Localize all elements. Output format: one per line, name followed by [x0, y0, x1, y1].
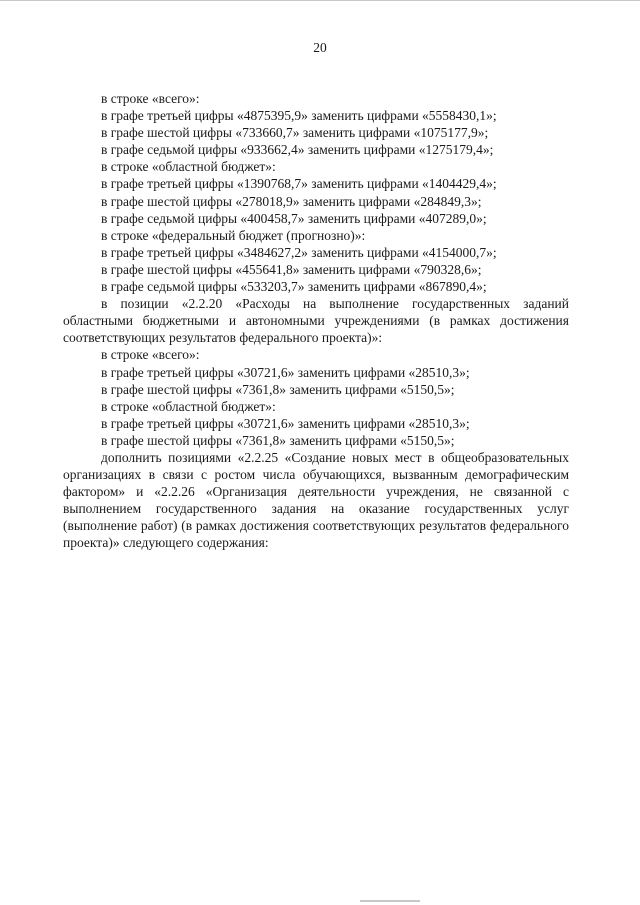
text-line: в строке «федеральный бюджет (прогнозно)»:	[101, 227, 366, 243]
paragraph-position-2-2-20: в позиции «2.2.20 «Расходы на выполнение государственных заданий областными бюджетными и автономными учреждениями (в рамках достижения соответствующих результатов федерального проекта)»:	[63, 296, 569, 346]
paragraph-new-positions: дополнить позициями «2.2.25 «Создание новых мест в общеобразовательных организациях в связи с ростом числа обучающихся, вызванным демографическим фактором» и «2.2.26 «Организация деятельности учреждения, не связанной с выполнением государственного задания на оказание государственных услуг (выполнение работ) (в рамках достижения соответствующих результатов федерального проекта)» следующего содержания:	[63, 449, 569, 551]
text-line: в графе шестой цифры «7361,8» заменить цифрами «5150,5»;	[101, 381, 455, 397]
text-line: в строке «областной бюджет»:	[101, 398, 276, 414]
text-line: в графе третьей цифры «3484627,2» заменить цифрами «4154000,7»;	[101, 244, 497, 260]
text-line: в строке «всего»:	[101, 91, 200, 106]
text-line: в графе третьей цифры «4875395,9» заменить цифрами «5558430,1»;	[101, 108, 497, 124]
document-body	[63, 90, 569, 552]
text-line: в графе третьей цифры «30721,6» заменить цифрами «28510,3»;	[101, 364, 470, 380]
text-line: в графе шестой цифры «733660,7» заменить цифрами «1075177,9»;	[101, 125, 489, 141]
text-line: в строке «всего»:	[101, 347, 200, 363]
text-line: в строке «областной бюджет»:	[101, 159, 276, 175]
text-line: в графе шестой цифры «455641,8» заменить цифрами «790328,6»;	[101, 261, 482, 277]
text-line: в графе третьей цифры «1390768,7» заменить цифрами «1404429,4»;	[101, 176, 497, 192]
text-line: в графе третьей цифры «30721,6» заменить цифрами «28510,3»;	[101, 415, 470, 431]
text-line: в графе шестой цифры «7361,8» заменить цифрами «5150,5»;	[101, 432, 455, 448]
scan-artifact	[0, 0, 640, 1]
text-line: в графе седьмой цифры «400458,7» заменить цифрами «407289,0»;	[101, 210, 487, 226]
page-number: 20	[313, 40, 327, 55]
text-line: в графе седьмой цифры «933662,4» заменить цифрами «1275179,4»;	[101, 142, 494, 158]
text-line: в графе седьмой цифры «533203,7» заменить цифрами «867890,4»;	[101, 279, 487, 295]
scan-artifact	[360, 900, 420, 902]
text-line: в графе шестой цифры «278018,9» заменить цифрами «284849,3»;	[101, 193, 482, 209]
